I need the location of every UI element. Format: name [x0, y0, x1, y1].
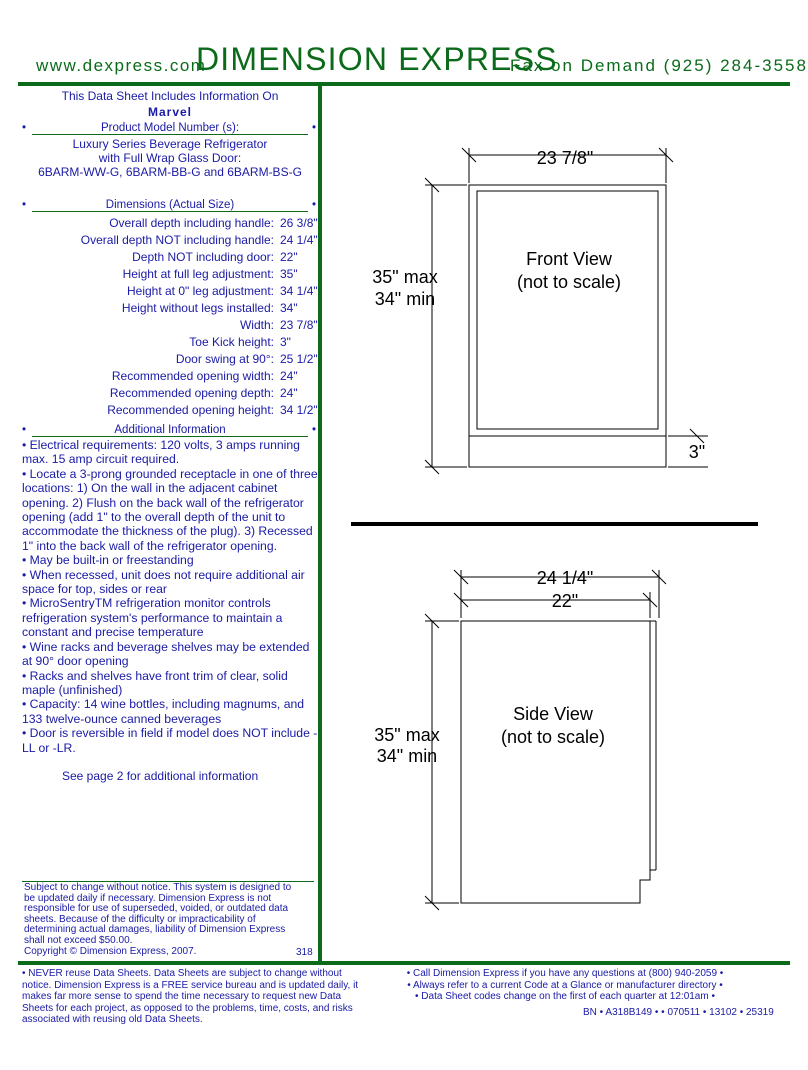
info-bullet: • When recessed, unit does not require additional air space for top, sides or rear	[22, 567, 305, 597]
front-view-door	[477, 191, 658, 429]
dimension-value: 34"	[280, 301, 298, 315]
side-depth-label-1: 24 1/4"	[536, 568, 594, 588]
footer-note: • Data Sheet codes change on the first of each quarter at 12:01am •	[415, 991, 715, 1002]
brand-name: Marvel	[147, 105, 193, 119]
info-bullet: • Electrical requirements: 120 volts, 3 amps running max. 15 amp circuit required.	[22, 438, 300, 467]
side-depth-label-2: 22"	[551, 591, 579, 611]
info-bullet: • Racks and shelves have front trim of clear, solid maple (unfinished)	[22, 668, 288, 697]
header-title: DIMENSION EXPRESS	[196, 41, 558, 77]
dimension-key: Recommended opening width:	[111, 369, 274, 383]
side-height-max: 35" max	[374, 725, 440, 745]
intro-line: This Data Sheet Includes Information On	[61, 89, 279, 103]
front-width-label: 23 7/8"	[536, 148, 594, 168]
footer-note: • Always refer to a current Code at a Glance or manufacturer directory •	[407, 979, 723, 991]
dimension-key: Overall depth including handle:	[109, 216, 274, 230]
footer-left-note: • NEVER reuse Data Sheets. Data Sheets are subject to change without notice. Dimension Express is a FREE service bureau and is updated daily, it makes far more sense to spend the time necessary to request new Data Sheets for each project, as opposed to the problems, time, costs, and risks associated with reusing old Data Sheets.	[22, 968, 359, 1025]
side-view-title: Side View	[513, 704, 593, 724]
front-view-title: Front View	[526, 249, 612, 269]
info-bullet: • May be built-in or freestanding	[22, 553, 194, 568]
disclaimer-text: Subject to change without notice. This system is designed to be updated daily if necessary. Dimension Express is not responsible for use of superseded, voided, or outdated data sheets. Because of the difficulty or impracticability of determining actual damages, liability of Dimension Express shall not exceed $50.00.	[24, 882, 292, 946]
side-view-subtitle: (not to scale)	[500, 727, 606, 747]
footer-note: • Call Dimension Express if you have any questions at (800) 940-2059 •	[406, 968, 724, 979]
dimension-value: 26 3/8"	[280, 216, 318, 230]
product-line-1: Luxury Series Beverage Refrigerator	[72, 137, 268, 151]
front-view-subtitle: (not to scale)	[516, 272, 622, 292]
info-bullet: • Wine racks and beverage shelves may be extended at 90° door opening	[22, 639, 310, 669]
dimension-key: Width:	[239, 318, 274, 332]
dimension-key: Toe Kick height:	[189, 335, 274, 349]
toe-kick-label: 3"	[688, 442, 706, 462]
dimension-key: Height at 0" leg adjustment:	[126, 284, 274, 298]
side-view-cabinet	[461, 621, 650, 903]
dimension-value: 24"	[280, 386, 298, 400]
dimension-value: 22"	[280, 250, 298, 264]
front-view-cabinet	[469, 185, 666, 467]
dimension-value: 34 1/2"	[280, 403, 318, 417]
bullet: •	[22, 424, 27, 436]
footer-codes: BN • A318B149 • • 070511 • 13102 • 25319	[583, 1007, 774, 1018]
header-fax: Fax on Demand (925) 284-3558	[510, 56, 808, 75]
dimension-value: 25 1/2"	[280, 352, 318, 366]
bullet: •	[311, 199, 316, 211]
bullet: •	[311, 424, 316, 436]
view-separator	[351, 522, 758, 526]
front-height-max: 35" max	[372, 267, 438, 287]
product-section-label: Product Model Number (s):	[100, 122, 240, 134]
dimension-key: Door swing at 90°:	[175, 352, 274, 366]
header-url: www.dexpress.com	[36, 56, 207, 75]
product-line-2: with Full Wrap Glass Door:	[98, 151, 242, 165]
bullet: •	[22, 122, 27, 134]
dimension-key: Overall depth NOT including handle:	[80, 233, 274, 247]
page-code: 318	[296, 947, 313, 958]
dimension-value: 24 1/4"	[280, 233, 318, 247]
dimension-value: 23 7/8"	[280, 318, 318, 332]
bullet: •	[311, 122, 316, 134]
see-page-2-note: See page 2 for additional information	[62, 769, 259, 783]
product-line-3: 6BARM-WW-G, 6BARM-BB-G and 6BARM-BS-G	[38, 165, 302, 179]
info-bullet: • Locate a 3-prong grounded receptacle in one of three locations: 1) On the wall in the adjacent cabinet opening. 2) Flush on the back wall of the refrigerator opening (add 1" to the overall depth of the unit to accommodate the thickness of the plug). 3) Recessed 1" into the back wall of the refrigerator opening.	[22, 466, 318, 553]
additional-section-label: Additional Information	[114, 424, 226, 436]
front-height-min: 34" min	[374, 289, 436, 309]
dimension-key: Height at full leg adjustment:	[122, 267, 274, 281]
dimension-key: Height without legs installed:	[121, 301, 274, 315]
dimensions-section-label: Dimensions (Actual Size)	[105, 199, 235, 211]
dimension-value: 24"	[280, 369, 298, 383]
info-bullet: • Door is reversible in field if model does NOT include -LL or -LR.	[22, 726, 318, 755]
dimension-key: Recommended opening height:	[107, 403, 274, 417]
bullet: •	[22, 199, 27, 211]
info-bullet: • MicroSentryTM refrigeration monitor controls refrigeration system's performance to maintain a constant and precise temperature	[22, 596, 283, 640]
dimension-key: Recommended opening depth:	[109, 386, 274, 400]
copyright-text: Copyright © Dimension Express, 2007.	[24, 945, 197, 957]
dimension-value: 34 1/4"	[280, 284, 318, 298]
dimension-value: 35"	[280, 267, 298, 281]
info-bullet: • Capacity: 14 wine bottles, including magnums, and 133 twelve-ounce canned beverages	[22, 697, 305, 726]
dimension-value: 3"	[280, 335, 291, 349]
dimension-key: Depth NOT including door:	[132, 250, 274, 264]
side-height-min: 34" min	[376, 746, 438, 766]
